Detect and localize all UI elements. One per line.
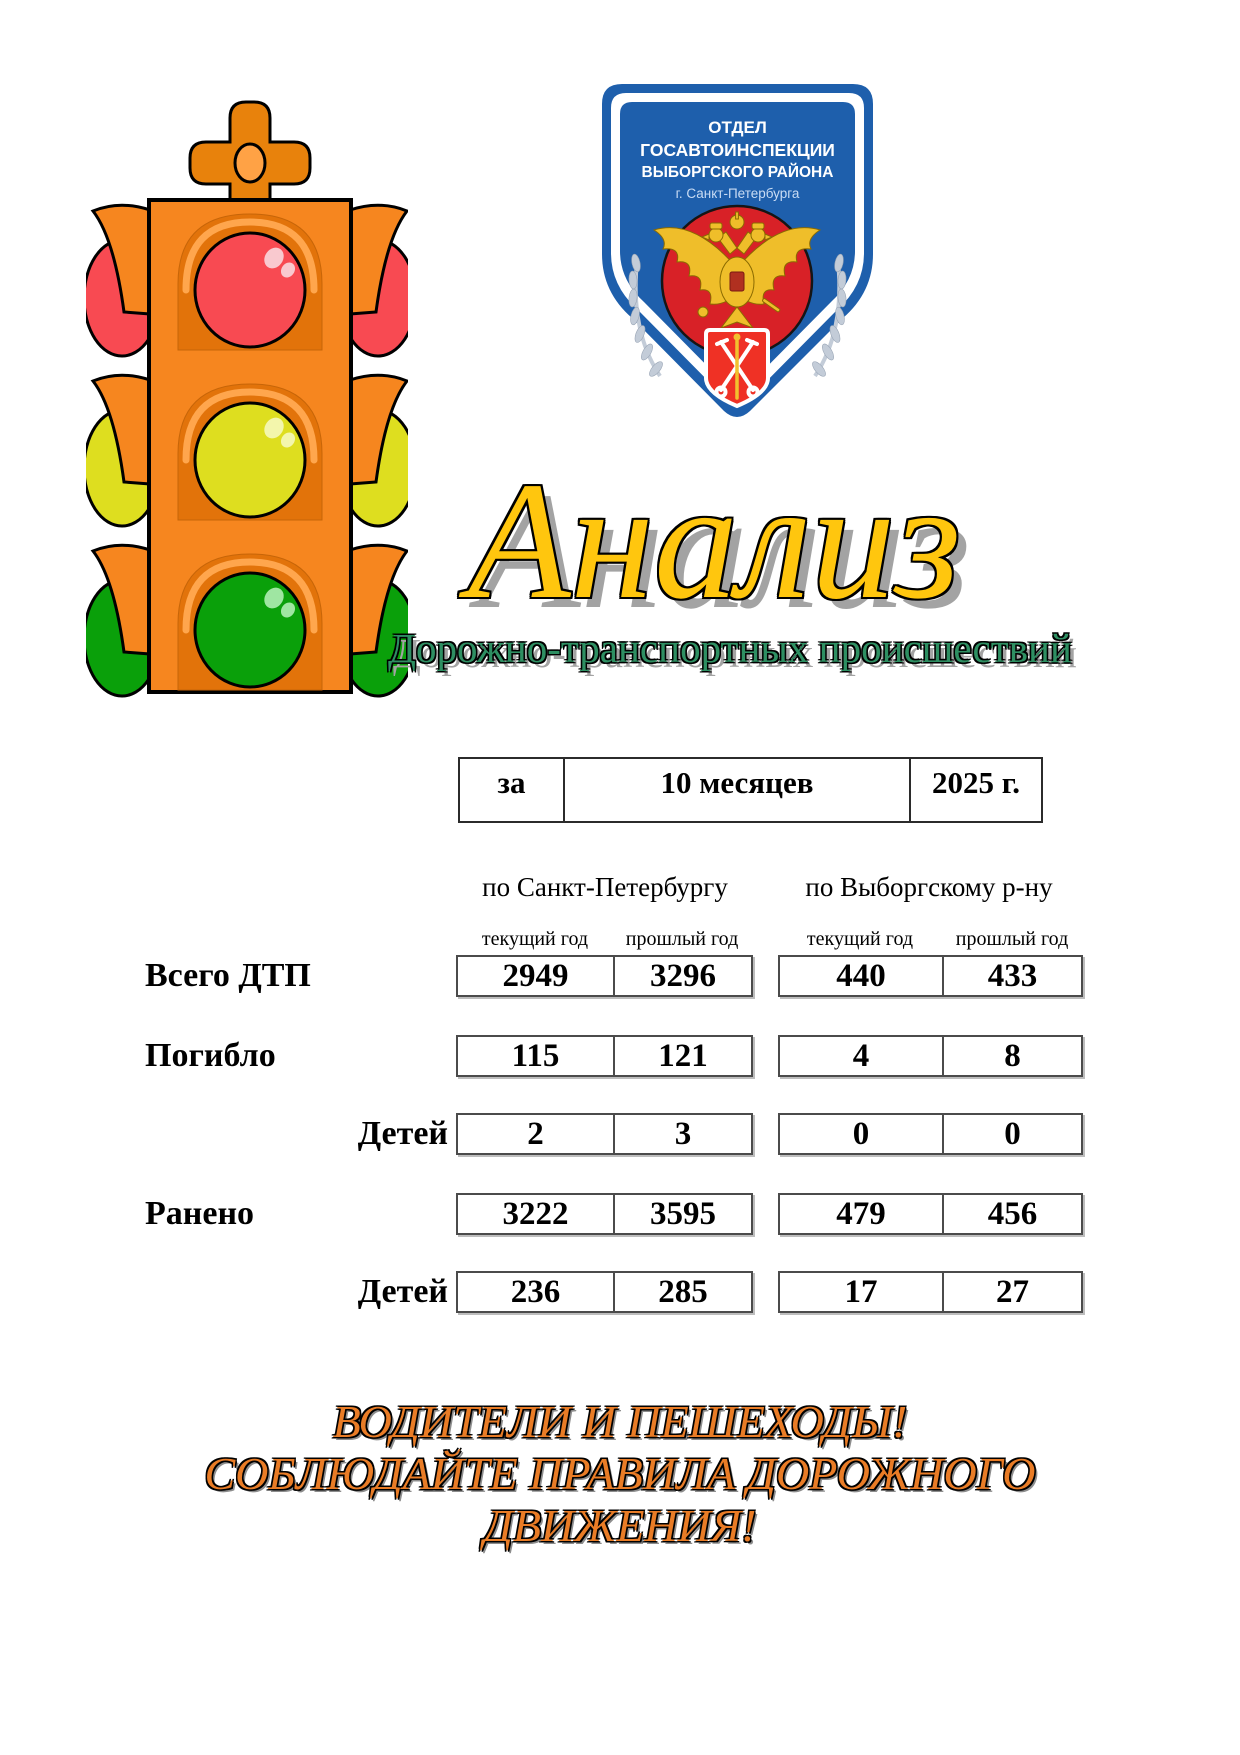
- value-cell: 0: [1004, 1115, 1021, 1152]
- slogan: [0, 1396, 1240, 1552]
- stats-row-injured: [0, 1193, 1240, 1235]
- badge-line1: ОТДЕЛ: [708, 118, 767, 137]
- page-subtitle: Дорожно-транспортных происшествий: [388, 625, 1072, 671]
- value-box-spb: [456, 1193, 753, 1235]
- value-box-spb: [456, 1035, 753, 1077]
- badge-line2: ГОСАВТОИНСПЕКЦИИ: [640, 140, 835, 160]
- eagle-chest-shield: [730, 272, 744, 291]
- value-box-vyborg: [778, 955, 1083, 997]
- value-box-vyborg: [778, 1113, 1083, 1155]
- traffic-light-green-light: [178, 554, 322, 690]
- value-box-spb: [456, 1271, 753, 1313]
- value-cell: 236: [458, 1273, 615, 1311]
- value-cell: 115: [458, 1037, 615, 1075]
- value-cell: 8: [1004, 1037, 1021, 1074]
- period-prefix: за: [460, 759, 565, 821]
- period-year: 2025 г.: [931, 765, 1021, 800]
- value-cell: 2949: [458, 957, 615, 995]
- year-header-spb-previous: прошлый год: [625, 928, 739, 950]
- value-cell: 3595: [650, 1195, 716, 1232]
- stats-row-total: [0, 955, 1240, 997]
- row-label: Детей: [357, 1115, 448, 1152]
- badge-line3: ВЫБОРГСКОГО РАЙОНА: [641, 164, 834, 181]
- value-cell: 3222: [458, 1195, 615, 1233]
- value-cell: 456: [987, 1195, 1038, 1232]
- stats-row-injured-children: [0, 1271, 1240, 1313]
- group-header-vyborg: по Выборгскому р-ну: [805, 872, 1053, 902]
- stats-row-killed-children: [0, 1113, 1240, 1155]
- value-cell: 4: [780, 1037, 944, 1075]
- page-title: Анализ: [468, 448, 961, 634]
- value-box-spb: [456, 955, 753, 997]
- value-cell: 27: [996, 1273, 1029, 1310]
- row-label: Детей: [357, 1273, 448, 1310]
- traffic-light-red-light: [178, 214, 322, 350]
- value-cell: 433: [987, 957, 1038, 994]
- value-box-vyborg: [778, 1271, 1083, 1313]
- period-table: [458, 757, 1043, 823]
- value-cell: 2: [458, 1115, 615, 1153]
- traffic-light-finial: [190, 102, 310, 200]
- police-badge: [590, 76, 885, 461]
- group-header-spb: по Санкт-Петербургу: [482, 872, 728, 902]
- traffic-light-illustration: [86, 92, 408, 707]
- value-cell: 121: [658, 1037, 708, 1074]
- period-duration: 10 месяцев: [565, 759, 911, 821]
- slogan-line3: ДВИЖЕНИЯ!: [483, 1500, 757, 1551]
- value-cell: 3296: [650, 957, 716, 994]
- stats-row-killed: [0, 1035, 1240, 1077]
- value-cell: 0: [780, 1115, 944, 1153]
- badge-line4: г. Санкт-Петербурга: [675, 186, 800, 201]
- traffic-light-yellow-light: [178, 384, 322, 520]
- value-cell: 440: [780, 957, 944, 995]
- year-header-spb-current: текущий год: [481, 928, 589, 950]
- value-box-vyborg: [778, 1035, 1083, 1077]
- year-header-vyborg-previous: прошлый год: [955, 928, 1069, 950]
- value-cell: 479: [780, 1195, 944, 1233]
- row-label: Ранено: [145, 1195, 255, 1232]
- value-cell: 17: [780, 1273, 944, 1311]
- value-box-spb: [456, 1113, 753, 1155]
- value-cell: 3: [674, 1115, 692, 1152]
- spb-crest: [706, 330, 768, 406]
- value-box-vyborg: [778, 1193, 1083, 1235]
- value-cell: 285: [658, 1273, 708, 1310]
- row-label: Всего ДТП: [145, 957, 311, 994]
- slogan-line1: ВОДИТЕЛИ И ПЕШЕХОДЫ!: [332, 1396, 908, 1447]
- row-label: Погибло: [145, 1037, 276, 1074]
- slogan-line2: СОБЛЮДАЙТЕ ПРАВИЛА ДОРОЖНОГО: [204, 1448, 1036, 1499]
- year-header-vyborg-current: текущий год: [806, 928, 914, 950]
